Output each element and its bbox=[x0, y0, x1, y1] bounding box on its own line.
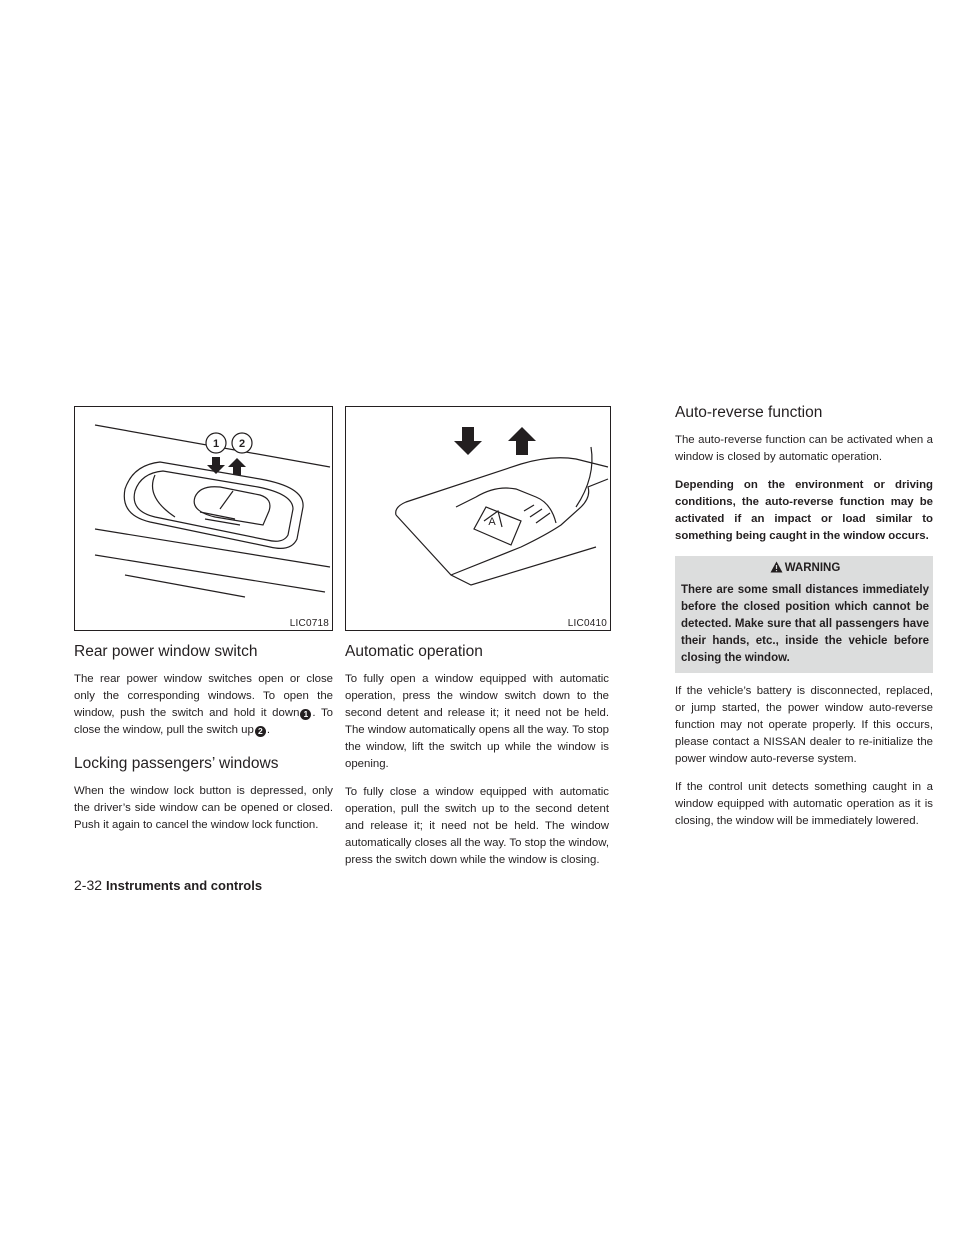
arrow-down-icon bbox=[454, 427, 482, 455]
section-title: Instruments and controls bbox=[106, 878, 263, 893]
figure-label: LIC0410 bbox=[567, 618, 607, 629]
switch-auto-mark: A bbox=[488, 516, 496, 528]
heading-locking-passengers-windows: Locking passengers’ windows bbox=[74, 755, 279, 772]
heading-auto-reverse-function: Auto-reverse function bbox=[675, 404, 823, 421]
column-right bbox=[675, 404, 933, 841]
heading-automatic-operation: Automatic operation bbox=[345, 643, 483, 660]
paragraph-locking: When the window lock button is depressed, only the driver’s side window can be opened or closed. Push it again to cancel the window lock function. bbox=[74, 785, 333, 831]
paragraph-auto-reverse-intro: The auto-reverse function can be activated when a window is closed by automatic operation. bbox=[675, 434, 933, 463]
arrow-down-icon bbox=[207, 457, 225, 474]
warning-triangle-icon bbox=[770, 561, 783, 573]
paragraph-battery: If the vehicle’s battery is disconnected, replaced, or jump started, the power window auto-reverse function may not operate properly. If this occurs, please contact a NISSAN dealer to re-initialize the power window auto-reverse system. bbox=[675, 685, 933, 765]
figure-rear-window-switch bbox=[74, 406, 333, 631]
callout-2-label: 2 bbox=[238, 438, 246, 450]
figure-label: LIC0718 bbox=[289, 618, 329, 629]
arrow-up-icon bbox=[508, 427, 536, 455]
heading-rear-power-window-switch: Rear power window switch bbox=[74, 643, 258, 660]
paragraph-auto-reverse-conditions: Depending on the environment or driving conditions, the auto-reverse function may be activated if an impact or load similar to something being caught in the window occurs. bbox=[675, 479, 933, 542]
page-number: 2-32 bbox=[74, 877, 103, 893]
warning-title: WARNING bbox=[681, 560, 929, 577]
paragraph-auto-open: To fully open a window equipped with automatic operation, press the window switch down to the second detent and release it; it need not be held. The window automatically opens all the way. To stop the window, lift the switch up while the window is opening. bbox=[345, 673, 609, 770]
arrow-up-icon bbox=[228, 458, 246, 475]
column-middle bbox=[345, 406, 609, 880]
callout-1-label: 1 bbox=[212, 438, 220, 450]
paragraph-auto-close: To fully close a window equipped with automatic operation, pull the switch up to the second detent and release it; it need not be held. The window automatically closes all the way. To stop the window, press the switch down while the window is closing. bbox=[345, 786, 609, 866]
paragraph-rear-switch: The rear power window switches open or close only the corresponding windows. To open the window, push the switch and hold it down 1 . To close the window, pull the switch up 2 . bbox=[74, 673, 333, 736]
column-left bbox=[74, 406, 333, 845]
warning-text: There are some small distances immediately before the closed position which cannot be detected. Make sure that all passengers have their hands, etc., inside the vehicle before closing the window. bbox=[681, 584, 929, 664]
figure-automatic-switch bbox=[345, 406, 611, 631]
warning-box bbox=[675, 556, 933, 673]
rear-switch-illustration bbox=[75, 407, 332, 630]
page-footer bbox=[74, 876, 262, 895]
callout-1-icon: 1 bbox=[300, 709, 311, 720]
automatic-switch-illustration bbox=[346, 407, 610, 630]
paragraph-control-unit: If the control unit detects something caught in a window equipped with automatic operation as it is closing, the window will be immediately lowered. bbox=[675, 781, 933, 827]
callout-2-icon: 2 bbox=[255, 726, 266, 737]
